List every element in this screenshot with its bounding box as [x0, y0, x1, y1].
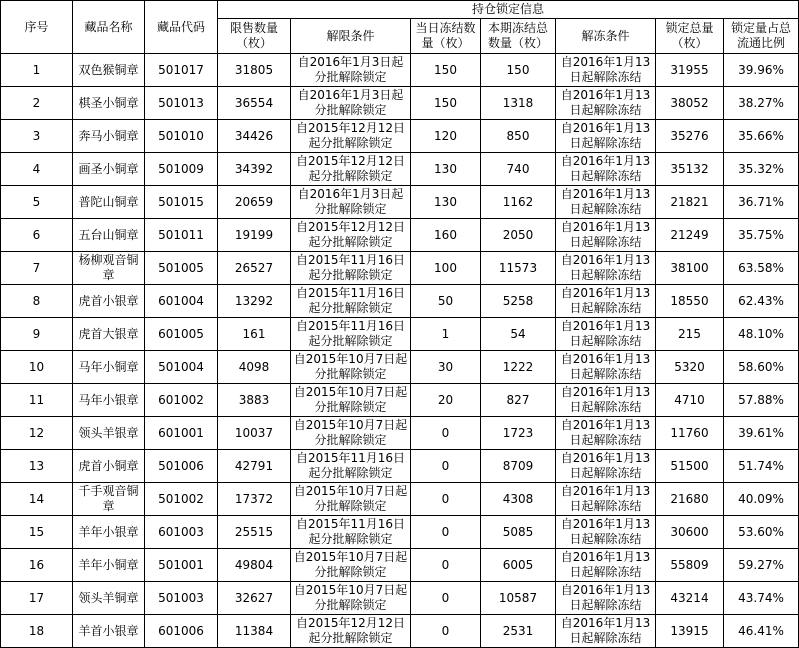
table-row — [1, 54, 799, 87]
cell-unfreeze-condition: 自2016年1月13日起解除冻结 — [556, 417, 656, 450]
cell-unlock-condition: 自2015年10月7日起分批解除锁定 — [291, 582, 411, 615]
cell-collection-code: 501010 — [145, 120, 218, 153]
cell-today-frozen: 0 — [411, 417, 481, 450]
cell-unfreeze-condition: 自2016年1月13日起解除冻结 — [556, 87, 656, 120]
cell-today-frozen: 0 — [411, 549, 481, 582]
cell-locked-ratio: 35.32% — [724, 153, 799, 186]
cell-collection-name: 羊年小银章 — [73, 516, 145, 549]
cell-collection-name: 双色猴铜章 — [73, 54, 145, 87]
cell-seq: 5 — [1, 186, 73, 219]
cell-seq: 16 — [1, 549, 73, 582]
cell-period-frozen: 4308 — [481, 483, 556, 516]
cell-seq: 1 — [1, 54, 73, 87]
cell-collection-name: 画圣小铜章 — [73, 153, 145, 186]
cell-locked-ratio: 51.74% — [724, 450, 799, 483]
table-row — [1, 87, 799, 120]
cell-unfreeze-condition: 自2016年1月13日起解除冻结 — [556, 582, 656, 615]
cell-today-frozen: 0 — [411, 582, 481, 615]
table-row — [1, 516, 799, 549]
cell-limit-qty: 31805 — [218, 54, 291, 87]
cell-collection-code: 601004 — [145, 285, 218, 318]
cell-unlock-condition: 自2016年1月3日起分批解除锁定 — [291, 54, 411, 87]
cell-period-frozen: 5085 — [481, 516, 556, 549]
cell-today-frozen: 50 — [411, 285, 481, 318]
cell-unlock-condition: 自2015年11月16日起分批解除锁定 — [291, 252, 411, 285]
cell-locked-ratio: 40.09% — [724, 483, 799, 516]
cell-locked-ratio: 36.71% — [724, 186, 799, 219]
cell-period-frozen: 54 — [481, 318, 556, 351]
cell-seq: 13 — [1, 450, 73, 483]
cell-locked-total: 18550 — [656, 285, 724, 318]
cell-collection-code: 501011 — [145, 219, 218, 252]
cell-collection-name: 虎首小铜章 — [73, 450, 145, 483]
cell-limit-qty: 3883 — [218, 384, 291, 417]
cell-today-frozen: 160 — [411, 219, 481, 252]
table-row — [1, 120, 799, 153]
cell-unlock-condition: 自2015年12月12日起分批解除锁定 — [291, 153, 411, 186]
cell-locked-total: 38100 — [656, 252, 724, 285]
cell-period-frozen: 827 — [481, 384, 556, 417]
cell-locked-ratio: 48.10% — [724, 318, 799, 351]
cell-collection-code: 501003 — [145, 582, 218, 615]
cell-period-frozen: 1723 — [481, 417, 556, 450]
table-row — [1, 153, 799, 186]
cell-limit-qty: 19199 — [218, 219, 291, 252]
cell-unlock-condition: 自2015年10月7日起分批解除锁定 — [291, 549, 411, 582]
cell-limit-qty: 36554 — [218, 87, 291, 120]
cell-seq: 7 — [1, 252, 73, 285]
cell-unfreeze-condition: 自2016年1月13日起解除冻结 — [556, 186, 656, 219]
cell-today-frozen: 150 — [411, 87, 481, 120]
cell-unlock-condition: 自2015年11月16日起分批解除锁定 — [291, 516, 411, 549]
table-row — [1, 252, 799, 285]
cell-limit-qty: 20659 — [218, 186, 291, 219]
table-header — [1, 1, 799, 54]
cell-seq: 4 — [1, 153, 73, 186]
group-header-row — [1, 1, 799, 19]
cell-period-frozen: 2050 — [481, 219, 556, 252]
col-header-today-frozen: 当日冻结数量（枚） — [411, 19, 481, 54]
cell-limit-qty: 17372 — [218, 483, 291, 516]
cell-unfreeze-condition: 自2016年1月13日起解除冻结 — [556, 54, 656, 87]
cell-period-frozen: 8709 — [481, 450, 556, 483]
table-body — [1, 54, 799, 648]
cell-unlock-condition: 自2016年1月3日起分批解除锁定 — [291, 186, 411, 219]
cell-unlock-condition: 自2015年11月16日起分批解除锁定 — [291, 450, 411, 483]
cell-today-frozen: 0 — [411, 615, 481, 648]
cell-seq: 8 — [1, 285, 73, 318]
cell-locked-total: 215 — [656, 318, 724, 351]
table-row — [1, 549, 799, 582]
cell-collection-name: 领头羊铜章 — [73, 582, 145, 615]
cell-unfreeze-condition: 自2016年1月13日起解除冻结 — [556, 516, 656, 549]
cell-unlock-condition: 自2015年10月7日起分批解除锁定 — [291, 351, 411, 384]
cell-locked-ratio: 39.96% — [724, 54, 799, 87]
cell-unfreeze-condition: 自2016年1月13日起解除冻结 — [556, 318, 656, 351]
cell-locked-total: 43214 — [656, 582, 724, 615]
cell-seq: 12 — [1, 417, 73, 450]
cell-today-frozen: 1 — [411, 318, 481, 351]
cell-limit-qty: 49804 — [218, 549, 291, 582]
cell-period-frozen: 1222 — [481, 351, 556, 384]
cell-collection-code: 601006 — [145, 615, 218, 648]
cell-locked-ratio: 63.58% — [724, 252, 799, 285]
col-header-locked-total: 锁定总量（枚） — [656, 19, 724, 54]
cell-seq: 9 — [1, 318, 73, 351]
cell-collection-name: 马年小铜章 — [73, 351, 145, 384]
cell-collection-code: 501015 — [145, 186, 218, 219]
cell-seq: 11 — [1, 384, 73, 417]
cell-locked-total: 35132 — [656, 153, 724, 186]
cell-locked-total: 11760 — [656, 417, 724, 450]
cell-unfreeze-condition: 自2016年1月13日起解除冻结 — [556, 549, 656, 582]
cell-collection-name: 普陀山铜章 — [73, 186, 145, 219]
cell-period-frozen: 11573 — [481, 252, 556, 285]
cell-collection-code: 501005 — [145, 252, 218, 285]
cell-seq: 3 — [1, 120, 73, 153]
cell-period-frozen: 2531 — [481, 615, 556, 648]
cell-collection-code: 501001 — [145, 549, 218, 582]
cell-today-frozen: 0 — [411, 516, 481, 549]
cell-period-frozen: 740 — [481, 153, 556, 186]
cell-limit-qty: 32627 — [218, 582, 291, 615]
cell-unlock-condition: 自2015年11月16日起分批解除锁定 — [291, 318, 411, 351]
cell-locked-total: 31955 — [656, 54, 724, 87]
cell-unfreeze-condition: 自2016年1月13日起解除冻结 — [556, 351, 656, 384]
cell-collection-code: 501009 — [145, 153, 218, 186]
cell-limit-qty: 25515 — [218, 516, 291, 549]
cell-collection-code: 601002 — [145, 384, 218, 417]
cell-unfreeze-condition: 自2016年1月13日起解除冻结 — [556, 252, 656, 285]
cell-today-frozen: 130 — [411, 186, 481, 219]
cell-unlock-condition: 自2015年11月16日起分批解除锁定 — [291, 285, 411, 318]
cell-today-frozen: 130 — [411, 153, 481, 186]
cell-collection-name: 马年小银章 — [73, 384, 145, 417]
cell-limit-qty: 11384 — [218, 615, 291, 648]
cell-today-frozen: 0 — [411, 483, 481, 516]
cell-seq: 6 — [1, 219, 73, 252]
cell-collection-name: 羊年小铜章 — [73, 549, 145, 582]
cell-locked-ratio: 53.60% — [724, 516, 799, 549]
cell-unlock-condition: 自2015年12月12日起分批解除锁定 — [291, 120, 411, 153]
table-row — [1, 417, 799, 450]
cell-today-frozen: 20 — [411, 384, 481, 417]
col-header-unfreeze-condition: 解冻条件 — [556, 19, 656, 54]
col-header-unlock-condition: 解限条件 — [291, 19, 411, 54]
cell-limit-qty: 13292 — [218, 285, 291, 318]
table-row — [1, 483, 799, 516]
cell-unlock-condition: 自2015年12月12日起分批解除锁定 — [291, 615, 411, 648]
cell-collection-name: 棋圣小铜章 — [73, 87, 145, 120]
cell-locked-total: 21680 — [656, 483, 724, 516]
table-row — [1, 615, 799, 648]
cell-locked-ratio: 39.61% — [724, 417, 799, 450]
cell-unlock-condition: 自2015年10月7日起分批解除锁定 — [291, 483, 411, 516]
cell-limit-qty: 10037 — [218, 417, 291, 450]
table-row — [1, 351, 799, 384]
cell-limit-qty: 42791 — [218, 450, 291, 483]
cell-collection-code: 501002 — [145, 483, 218, 516]
cell-period-frozen: 10587 — [481, 582, 556, 615]
cell-unlock-condition: 自2015年10月7日起分批解除锁定 — [291, 384, 411, 417]
cell-collection-name: 千手观音铜章 — [73, 483, 145, 516]
cell-collection-name: 羊首小银章 — [73, 615, 145, 648]
cell-locked-total: 21249 — [656, 219, 724, 252]
table-row — [1, 285, 799, 318]
cell-unfreeze-condition: 自2016年1月13日起解除冻结 — [556, 285, 656, 318]
cell-locked-total: 38052 — [656, 87, 724, 120]
cell-unfreeze-condition: 自2016年1月13日起解除冻结 — [556, 153, 656, 186]
cell-locked-total: 51500 — [656, 450, 724, 483]
cell-limit-qty: 4098 — [218, 351, 291, 384]
cell-locked-ratio: 57.88% — [724, 384, 799, 417]
cell-unfreeze-condition: 自2016年1月13日起解除冻结 — [556, 483, 656, 516]
cell-unfreeze-condition: 自2016年1月13日起解除冻结 — [556, 615, 656, 648]
cell-unlock-condition: 自2015年12月12日起分批解除锁定 — [291, 219, 411, 252]
cell-locked-total: 35276 — [656, 120, 724, 153]
cell-locked-ratio: 35.66% — [724, 120, 799, 153]
col-header-code: 藏品代码 — [145, 1, 218, 54]
cell-today-frozen: 120 — [411, 120, 481, 153]
cell-unlock-condition: 自2015年10月7日起分批解除锁定 — [291, 417, 411, 450]
col-header-limit-qty: 限售数量（枚） — [218, 19, 291, 54]
cell-limit-qty: 26527 — [218, 252, 291, 285]
cell-collection-name: 领头羊银章 — [73, 417, 145, 450]
cell-period-frozen: 150 — [481, 54, 556, 87]
cell-limit-qty: 34392 — [218, 153, 291, 186]
cell-locked-total: 30600 — [656, 516, 724, 549]
cell-period-frozen: 850 — [481, 120, 556, 153]
col-header-period-frozen: 本期冻结总数量（枚） — [481, 19, 556, 54]
table-row — [1, 186, 799, 219]
cell-today-frozen: 150 — [411, 54, 481, 87]
table-row — [1, 582, 799, 615]
cell-limit-qty: 34426 — [218, 120, 291, 153]
cell-locked-total: 5320 — [656, 351, 724, 384]
cell-collection-code: 501004 — [145, 351, 218, 384]
group-header-lock-info: 持仓锁定信息 — [218, 1, 799, 19]
cell-unfreeze-condition: 自2016年1月13日起解除冻结 — [556, 384, 656, 417]
table-row — [1, 318, 799, 351]
cell-unfreeze-condition: 自2016年1月13日起解除冻结 — [556, 120, 656, 153]
cell-locked-total: 21821 — [656, 186, 724, 219]
col-header-seq: 序号 — [1, 1, 73, 54]
cell-unfreeze-condition: 自2016年1月13日起解除冻结 — [556, 450, 656, 483]
cell-locked-total: 55809 — [656, 549, 724, 582]
cell-locked-ratio: 62.43% — [724, 285, 799, 318]
cell-collection-name: 虎首大银章 — [73, 318, 145, 351]
cell-locked-ratio: 46.41% — [724, 615, 799, 648]
cell-today-frozen: 0 — [411, 450, 481, 483]
cell-unlock-condition: 自2016年1月3日起分批解除锁定 — [291, 87, 411, 120]
cell-collection-name: 杨柳观音铜章 — [73, 252, 145, 285]
cell-locked-ratio: 38.27% — [724, 87, 799, 120]
cell-period-frozen: 1162 — [481, 186, 556, 219]
cell-period-frozen: 5258 — [481, 285, 556, 318]
cell-locked-ratio: 43.74% — [724, 582, 799, 615]
cell-collection-name: 奔马小铜章 — [73, 120, 145, 153]
cell-seq: 14 — [1, 483, 73, 516]
cell-seq: 2 — [1, 87, 73, 120]
cell-collection-code: 501017 — [145, 54, 218, 87]
cell-period-frozen: 1318 — [481, 87, 556, 120]
cell-collection-name: 五台山铜章 — [73, 219, 145, 252]
cell-locked-ratio: 35.75% — [724, 219, 799, 252]
cell-today-frozen: 100 — [411, 252, 481, 285]
cell-collection-code: 501013 — [145, 87, 218, 120]
cell-seq: 15 — [1, 516, 73, 549]
cell-locked-ratio: 58.60% — [724, 351, 799, 384]
cell-seq: 17 — [1, 582, 73, 615]
col-header-name: 藏品名称 — [73, 1, 145, 54]
cell-locked-total: 4710 — [656, 384, 724, 417]
cell-unfreeze-condition: 自2016年1月13日起解除冻结 — [556, 219, 656, 252]
cell-collection-code: 601003 — [145, 516, 218, 549]
table-row — [1, 219, 799, 252]
cell-seq: 10 — [1, 351, 73, 384]
cell-seq: 18 — [1, 615, 73, 648]
cell-locked-total: 13915 — [656, 615, 724, 648]
cell-period-frozen: 6005 — [481, 549, 556, 582]
cell-collection-code: 601005 — [145, 318, 218, 351]
table-row — [1, 384, 799, 417]
cell-collection-code: 501006 — [145, 450, 218, 483]
cell-collection-code: 601001 — [145, 417, 218, 450]
cell-locked-ratio: 59.27% — [724, 549, 799, 582]
col-header-locked-ratio: 锁定量占总流通比例 — [724, 19, 799, 54]
cell-limit-qty: 161 — [218, 318, 291, 351]
table-row — [1, 450, 799, 483]
cell-today-frozen: 30 — [411, 351, 481, 384]
cell-collection-name: 虎首小银章 — [73, 285, 145, 318]
